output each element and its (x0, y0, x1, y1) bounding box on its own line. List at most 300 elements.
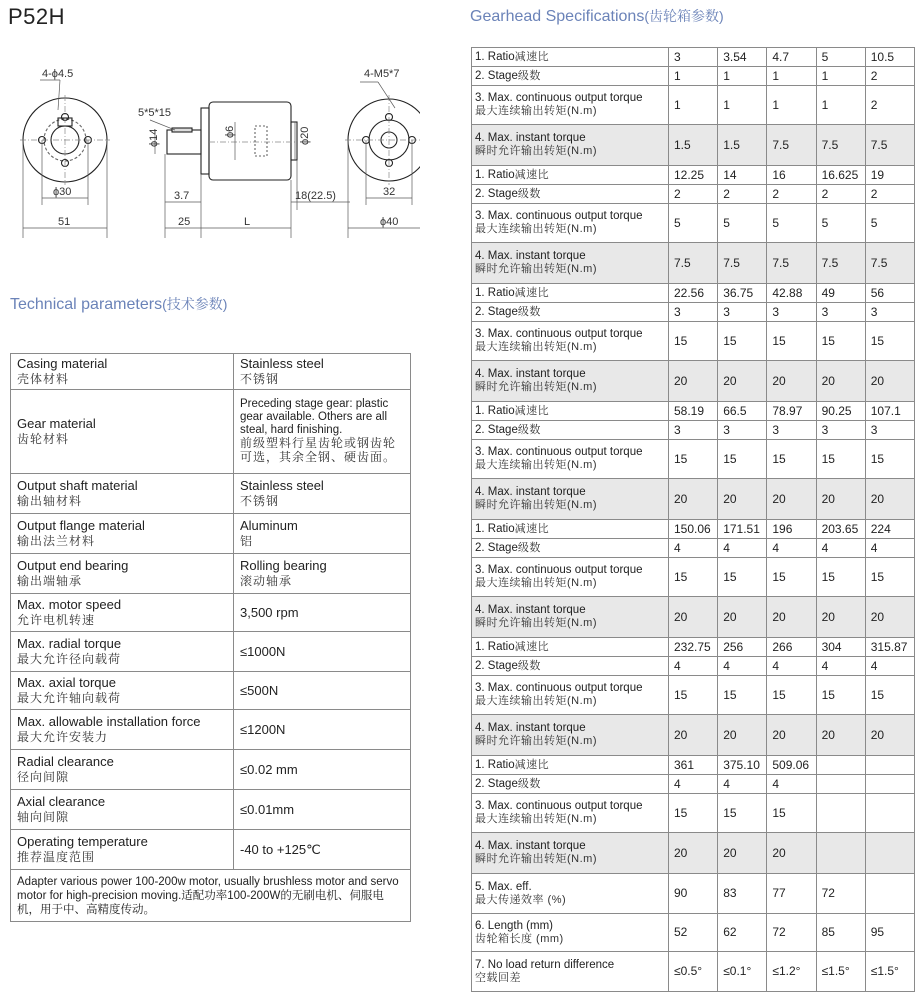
spec-value-cell: ≤0.5° (669, 952, 718, 992)
spec-value-cell: 4 (865, 657, 914, 676)
spec-value-cell: 19 (865, 166, 914, 185)
spec-row-ratio (472, 638, 915, 657)
spec-value-cell: 361 (669, 756, 718, 775)
spec-value-cell (816, 775, 865, 794)
spec-label-en: 1. Ratio (475, 522, 515, 535)
spec-value-cell: 3.54 (718, 48, 767, 67)
spec-value-cell: 4 (669, 657, 718, 676)
tech-note-row (11, 870, 411, 922)
spec-value-cell: 90 (669, 874, 718, 914)
tech-value-cell (234, 830, 411, 870)
dim-width-right: ϕ40 (380, 216, 399, 228)
spec-label-en: 4. Max. instant torque (475, 368, 586, 380)
spec-value-cell: 2 (865, 185, 914, 204)
spec-value-cell: 49 (816, 284, 865, 303)
spec-label-cn: 最大连续输出转矩(N.m) (475, 813, 597, 825)
spec-label-cell (472, 833, 669, 874)
spec-label-cn: 齿轮箱长度 (mm) (475, 932, 564, 945)
tech-key-cell (11, 594, 234, 632)
spec-label-cell (472, 756, 669, 775)
spec-value-cell: 90.25 (816, 402, 865, 421)
tech-heading-en: Technical parameters (10, 296, 163, 313)
spec-value-cell: 83 (718, 874, 767, 914)
spec-label-cell (472, 361, 669, 402)
spec-label-cell (472, 166, 669, 185)
spec-value-cell: 15 (669, 676, 718, 715)
tech-value-cell (234, 354, 411, 390)
spec-label-en: 3. Max. continuous output torque (475, 800, 643, 812)
spec-label-cn: 级数 (517, 423, 541, 436)
spec-label-en: 4. Max. instant torque (475, 722, 586, 734)
dim-pcd-left: ϕ30 (53, 186, 72, 198)
tech-row (11, 750, 411, 790)
dim-pcd-right: 32 (383, 186, 396, 198)
gearhead-spec-body (472, 48, 915, 992)
tech-key-en: Radial clearance (17, 754, 114, 769)
tech-key-cell (11, 672, 234, 710)
spec-row-stage (472, 657, 915, 676)
spec-value-cell: 171.51 (718, 520, 767, 539)
spec-value-cell: 107.1 (865, 402, 914, 421)
spec-label-cn: 空载回差 (475, 971, 521, 984)
tech-value-cell (234, 632, 411, 672)
spec-value-cell: 266 (767, 638, 816, 657)
spec-label-cell (472, 185, 669, 204)
spec-value-cell: 20 (718, 361, 767, 402)
spec-value-cell: 4 (816, 539, 865, 558)
spec-row-cont (472, 440, 915, 479)
spec-value-cell: 1 (767, 67, 816, 86)
spec-value-cell: 20 (767, 833, 816, 874)
spec-label-cn: 最大连续输出转矩(N.m) (475, 223, 597, 235)
tech-row (11, 390, 411, 474)
spec-value-cell: 72 (767, 914, 816, 952)
tech-key-cn: 径向间隙 (17, 770, 70, 784)
spec-label-en: 3. Max. continuous output torque (475, 210, 643, 222)
tech-value-en: Aluminum (240, 518, 298, 533)
tech-row (11, 514, 411, 554)
tech-value-cell (234, 790, 411, 830)
spec-value-cell: 4.7 (767, 48, 816, 67)
spec-value-cell: 4 (767, 657, 816, 676)
spec-row-cont (472, 676, 915, 715)
spec-value-cell: 2 (865, 86, 914, 125)
spec-row-inst (472, 479, 915, 520)
dim-flange-len: 25 (178, 216, 191, 228)
spec-value-cell (865, 794, 914, 833)
spec-value-cell: 15 (865, 322, 914, 361)
spec-label-cn: 减速比 (514, 168, 550, 181)
spec-label-cell (472, 125, 669, 166)
spec-value-cell: 4 (767, 539, 816, 558)
spec-label-en: 2. Stage (475, 777, 518, 790)
spec-value-cell: 15 (865, 676, 914, 715)
spec-value-cell: 7.5 (767, 243, 816, 284)
tech-value-en: Rolling bearing (240, 558, 327, 573)
spec-label-cn: 级数 (517, 305, 541, 318)
spec-value-cell: 20 (816, 479, 865, 520)
dim-shaft-d: ϕ14 (148, 128, 160, 147)
spec-value-cell: 1 (767, 86, 816, 125)
spec-value-cell: 1 (816, 67, 865, 86)
spec-value-cell: 3 (718, 421, 767, 440)
spec-label-cn: 最大连续输出转矩(N.m) (475, 341, 597, 353)
dim-motor-len: 18(22.5) (295, 190, 336, 202)
tech-value-en: ≤1000N (240, 644, 286, 659)
spec-value-cell: 4 (718, 775, 767, 794)
spec-label-cell (472, 914, 669, 952)
spec-label-en: 2. Stage (475, 423, 518, 436)
spec-label-cell (472, 402, 669, 421)
spec-value-cell: 2 (816, 185, 865, 204)
spec-label-cn: 级数 (517, 659, 541, 672)
tech-key-cn: 最大允许安装力 (17, 730, 109, 744)
drawing-left-view (20, 95, 110, 185)
spec-value-cell (865, 775, 914, 794)
tech-key-en: Axial clearance (17, 794, 106, 809)
spec-value-cell: 1.5 (718, 125, 767, 166)
spec-value-cell: 4 (865, 539, 914, 558)
spec-value-cell: ≤1.2° (767, 952, 816, 992)
spec-row-ratio (472, 48, 915, 67)
spec-heading (470, 6, 724, 26)
spec-heading-cn: (齿轮箱参数) (644, 8, 724, 24)
spec-label-cell (472, 284, 669, 303)
tech-value-cn: 不锈钢 (240, 494, 280, 508)
spec-label-cell (472, 597, 669, 638)
spec-value-cell: 20 (865, 361, 914, 402)
spec-value-cell: 3 (669, 48, 718, 67)
spec-value-cell: 20 (669, 361, 718, 402)
spec-value-cell: 42.88 (767, 284, 816, 303)
spec-row-inst (472, 243, 915, 284)
spec-label-cn: 级数 (517, 187, 541, 200)
spec-label-en: 3. Max. continuous output torque (475, 564, 643, 576)
spec-label-en: 1. Ratio (475, 286, 515, 299)
spec-value-cell: 15 (767, 676, 816, 715)
dim-pilot-d: ϕ20 (299, 126, 311, 145)
spec-label-cn: 瞬时允许输出转矩(N.m) (475, 381, 597, 393)
spec-value-cell: 375.10 (718, 756, 767, 775)
spec-label-en: 2. Stage (475, 659, 518, 672)
dim-body-len: L (244, 216, 251, 228)
spec-value-cell: 10.5 (865, 48, 914, 67)
spec-value-cell: 5 (669, 204, 718, 243)
spec-value-cell: 7.5 (865, 125, 914, 166)
spec-value-cell: 22.56 (669, 284, 718, 303)
spec-value-cell: 56 (865, 284, 914, 303)
spec-value-cell: 15 (767, 558, 816, 597)
tech-key-en: Gear material (17, 416, 96, 431)
tech-key-cell (11, 514, 234, 554)
spec-value-cell: 1 (669, 67, 718, 86)
spec-value-cell: ≤1.5° (865, 952, 914, 992)
spec-value-cell: 5 (767, 204, 816, 243)
tech-key-cell (11, 554, 234, 594)
spec-label-cn: 级数 (517, 777, 541, 790)
spec-label-en: 3. Max. continuous output torque (475, 92, 643, 104)
tech-value-cn: 前级塑料行星齿轮或钢齿轮可选，其余全钢、硬齿面。 (240, 436, 397, 464)
spec-label-cn: 减速比 (514, 404, 550, 417)
spec-label-en: 1. Ratio (475, 758, 515, 771)
spec-label-en: 1. Ratio (475, 50, 515, 63)
spec-value-cell: 150.06 (669, 520, 718, 539)
spec-value-cell: 196 (767, 520, 816, 539)
dimension-lines (23, 80, 420, 238)
spec-row-length (472, 914, 915, 952)
spec-value-cell: 20 (767, 479, 816, 520)
tech-value-en: ≤1200N (240, 722, 286, 737)
spec-label-cell (472, 243, 669, 284)
spec-value-cell: 20 (767, 597, 816, 638)
dim-key: 5*5*15 (138, 107, 172, 119)
spec-row-stage (472, 185, 915, 204)
tech-heading-cn: (技术参数) (162, 296, 228, 312)
spec-value-cell: 4 (767, 775, 816, 794)
dim-width-left: 51 (58, 216, 71, 228)
spec-row-stage (472, 775, 915, 794)
spec-label-cell (472, 676, 669, 715)
spec-value-cell: 72 (816, 874, 865, 914)
dimension-labels (42, 68, 399, 228)
spec-heading-en: Gearhead Specifications (470, 8, 645, 25)
tech-row (11, 790, 411, 830)
spec-label-en: 5. Max. eff. (475, 880, 532, 893)
spec-value-cell: 5 (865, 204, 914, 243)
tech-value-en: -40 to +125℃ (240, 842, 321, 857)
tech-value-cn: 铝 (240, 534, 254, 548)
spec-label-cell (472, 794, 669, 833)
spec-label-cell (472, 638, 669, 657)
spec-label-en: 1. Ratio (475, 404, 515, 417)
tech-value-en: 3,500 rpm (240, 605, 299, 620)
spec-row-cont (472, 86, 915, 125)
tech-key-cn: 输出端轴承 (17, 574, 83, 588)
tech-value-cn: 滚动轴承 (240, 574, 293, 588)
tech-key-cn: 推荐温度范围 (17, 850, 96, 864)
spec-value-cell: 20 (816, 597, 865, 638)
spec-value-cell: 14 (718, 166, 767, 185)
tech-value-cell (234, 594, 411, 632)
spec-value-cell: 15 (767, 322, 816, 361)
spec-value-cell: 1 (816, 86, 865, 125)
spec-value-cell: 7.5 (865, 243, 914, 284)
spec-label-cell (472, 421, 669, 440)
spec-label-cn: 减速比 (514, 640, 550, 653)
tech-value-en: ≤500N (240, 683, 279, 698)
spec-row-stage (472, 303, 915, 322)
spec-value-cell: 20 (865, 479, 914, 520)
spec-row-backlash (472, 952, 915, 992)
spec-row-inst (472, 715, 915, 756)
spec-row-cont (472, 322, 915, 361)
tech-row (11, 710, 411, 750)
spec-value-cell (865, 833, 914, 874)
spec-value-cell: 20 (718, 833, 767, 874)
tech-key-cn: 齿轮材料 (17, 432, 70, 446)
spec-value-cell: 58.19 (669, 402, 718, 421)
spec-label-cn: 最大连续输出转矩(N.m) (475, 695, 597, 707)
spec-value-cell: 4 (669, 539, 718, 558)
spec-row-cont (472, 204, 915, 243)
spec-label-cn: 减速比 (514, 286, 550, 299)
spec-label-cn: 减速比 (514, 758, 550, 771)
tech-heading (10, 294, 227, 314)
spec-value-cell: 15 (865, 440, 914, 479)
spec-value-cell: 2 (767, 185, 816, 204)
tech-key-cn: 最大允许径向载荷 (17, 652, 122, 666)
tech-key-en: Operating temperature (17, 834, 148, 849)
tech-row (11, 594, 411, 632)
spec-label-cn: 级数 (517, 541, 541, 554)
spec-value-cell: 20 (865, 597, 914, 638)
spec-value-cell: 20 (669, 715, 718, 756)
spec-label-en: 2. Stage (475, 541, 518, 554)
spec-row-ratio (472, 284, 915, 303)
spec-row-inst (472, 833, 915, 874)
spec-value-cell: 7.5 (718, 243, 767, 284)
tech-value-cell (234, 554, 411, 594)
spec-label-cell (472, 204, 669, 243)
tech-row (11, 354, 411, 390)
tech-value-cell (234, 710, 411, 750)
tech-row (11, 554, 411, 594)
spec-label-en: 4. Max. instant torque (475, 604, 586, 616)
spec-value-cell (816, 794, 865, 833)
spec-value-cell: 15 (669, 558, 718, 597)
spec-value-cell: 12.25 (669, 166, 718, 185)
spec-value-cell: 509.06 (767, 756, 816, 775)
spec-value-cell: 7.5 (816, 243, 865, 284)
spec-label-cell (472, 479, 669, 520)
tech-key-cell (11, 632, 234, 672)
tech-key-cn: 输出法兰材料 (17, 534, 96, 548)
tech-row (11, 672, 411, 710)
spec-value-cell (816, 833, 865, 874)
spec-value-cell: 95 (865, 914, 914, 952)
spec-value-cell: 1.5 (669, 125, 718, 166)
spec-value-cell: 304 (816, 638, 865, 657)
spec-value-cell: 20 (718, 479, 767, 520)
tech-value-en: Stainless steel (240, 478, 324, 493)
spec-value-cell: 315.87 (865, 638, 914, 657)
tech-row (11, 632, 411, 672)
tech-key-cn: 输出轴材料 (17, 494, 83, 508)
tech-params-table (10, 353, 411, 922)
spec-row-cont (472, 558, 915, 597)
spec-value-cell: 20 (718, 597, 767, 638)
tech-key-cn: 壳体材料 (17, 372, 70, 386)
spec-value-cell: 77 (767, 874, 816, 914)
spec-label-cell (472, 440, 669, 479)
spec-value-cell: 3 (816, 303, 865, 322)
spec-value-cell: 4 (669, 775, 718, 794)
spec-row-ratio (472, 166, 915, 185)
spec-row-ratio (472, 756, 915, 775)
tech-key-cn: 允许电机转速 (17, 613, 96, 627)
spec-label-cell (472, 558, 669, 597)
tech-key-en: Casing material (17, 356, 108, 371)
tech-value-cell (234, 514, 411, 554)
spec-label-en: 3. Max. continuous output torque (475, 682, 643, 694)
spec-label-en: 1. Ratio (475, 640, 515, 653)
spec-value-cell: 3 (816, 421, 865, 440)
spec-value-cell: 15 (669, 440, 718, 479)
dimension-drawing (0, 60, 420, 245)
tech-key-cell (11, 354, 234, 390)
spec-value-cell: 20 (816, 361, 865, 402)
page-title: P52H (8, 4, 66, 29)
tech-key-en: Output flange material (17, 518, 145, 533)
dim-bore-d: ϕ6 (224, 125, 236, 138)
spec-value-cell: 15 (669, 322, 718, 361)
spec-value-cell: 20 (669, 597, 718, 638)
spec-value-cell: 15 (718, 322, 767, 361)
gearhead-spec-table (471, 47, 915, 992)
spec-label-cell (472, 715, 669, 756)
spec-value-cell: 20 (669, 479, 718, 520)
spec-label-cn: 最大连续输出转矩(N.m) (475, 459, 597, 471)
spec-label-en: 4. Max. instant torque (475, 132, 586, 144)
spec-value-cell: 3 (669, 303, 718, 322)
tech-value-en: Preceding stage gear: plastic gear available. Others are all steal, hard finishing. (240, 398, 389, 436)
spec-value-cell: 4 (718, 657, 767, 676)
spec-value-cell: 5 (816, 204, 865, 243)
spec-value-cell: 7.5 (669, 243, 718, 284)
spec-value-cell: 224 (865, 520, 914, 539)
tech-key-cell (11, 830, 234, 870)
spec-value-cell: ≤0.1° (718, 952, 767, 992)
spec-label-cn: 瞬时允许输出转矩(N.m) (475, 617, 597, 629)
spec-value-cell: 15 (669, 794, 718, 833)
spec-value-cell: 15 (718, 440, 767, 479)
spec-value-cell: 1 (669, 86, 718, 125)
tech-value-en: ≤0.01mm (240, 802, 295, 817)
tech-key-cell (11, 710, 234, 750)
tech-note: Adapter various power 100-200w motor, usually brushless motor and servo motor for high-precision moving.适配功率100-200W的无刷电机、伺服电机，用于中、高精度传动。 (11, 870, 411, 922)
spec-label-cn: 最大连续输出转矩(N.m) (475, 105, 597, 117)
spec-value-cell: 3 (865, 421, 914, 440)
spec-row-inst (472, 361, 915, 402)
tech-row (11, 474, 411, 514)
spec-value-cell: 3 (767, 421, 816, 440)
spec-value-cell: 52 (669, 914, 718, 952)
dim-holes-right: 4-M5*7 (364, 68, 400, 80)
spec-label-cell (472, 775, 669, 794)
spec-row-ratio (472, 402, 915, 421)
spec-value-cell: 3 (767, 303, 816, 322)
spec-label-en: 3. Max. continuous output torque (475, 328, 643, 340)
spec-label-en: 2. Stage (475, 69, 518, 82)
spec-value-cell: 20 (865, 715, 914, 756)
spec-label-en: 2. Stage (475, 187, 518, 200)
spec-label-en: 4. Max. instant torque (475, 840, 586, 852)
spec-row-ratio (472, 520, 915, 539)
spec-value-cell: 66.5 (718, 402, 767, 421)
tech-key-cell (11, 790, 234, 830)
spec-value-cell: 85 (816, 914, 865, 952)
spec-value-cell: 20 (767, 361, 816, 402)
spec-value-cell: 7.5 (816, 125, 865, 166)
tech-value-cell (234, 390, 411, 474)
spec-value-cell: 15 (816, 322, 865, 361)
spec-row-inst (472, 125, 915, 166)
tech-key-cn: 轴向间隙 (17, 810, 70, 824)
spec-value-cell (865, 756, 914, 775)
spec-value-cell: 36.75 (718, 284, 767, 303)
spec-value-cell: 1 (718, 67, 767, 86)
spec-value-cell: 5 (718, 204, 767, 243)
